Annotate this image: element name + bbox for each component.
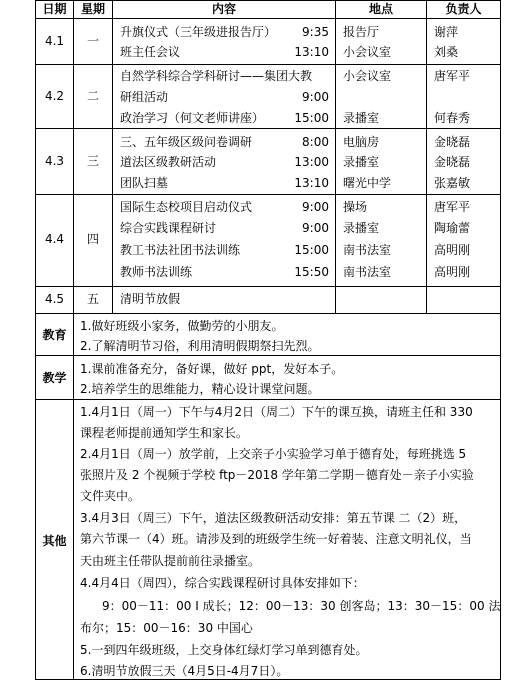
other-line: 2.4月1日（周一）放学前，上交亲子小实验学习单于德育处，每班挑选 5 [80,447,467,461]
event-time: 13:10 [294,45,329,59]
event-person: 高明刚 [434,243,471,257]
teaching-line: 2.培养学生的思维能力，精心设计课堂问题。 [80,382,320,396]
other-line: 天由班主任带队提前前往录播室。 [80,554,261,568]
col-divider-weekday [112,0,113,313]
event-location: 录播室 [343,221,380,235]
other-line: 布尔；15：00－16：30 中国心 [80,621,253,635]
event-location: 南书法室 [343,265,392,279]
other-line: 第六节课一（4）班。请涉及到的班级学生统一好着装、注意文明礼仪，当 [80,532,472,546]
other-line: 3.4月3日（周三）下午，道法区级教研活动安排：第五节课 二（2）班， [80,511,467,525]
other-line: 课程老师提前通知学生和家长。 [80,426,249,440]
event-person: 金晓磊 [434,135,471,149]
row-divider-education [35,355,501,356]
row-divider-4-3 [35,194,501,195]
event-time: 15:00 [294,243,329,257]
col-divider-content [335,0,336,313]
event-text: 团队扫墓 [120,176,169,190]
event-text: 清明节放假 [120,292,181,306]
event-text: 三、五年级区级问卷调研 [120,135,253,149]
header-person: 负责人 [445,2,482,16]
event-text: 研组活动 [120,90,169,104]
event-text: 自然学科综合学科研讨——集团大教 [120,69,313,83]
weekday-cell: 一 [86,34,99,48]
date-cell: 4.5 [44,292,65,306]
weekday-cell: 二 [86,89,99,103]
event-location: 电脑房 [343,135,380,149]
date-cell: 4.3 [44,154,65,168]
weekday-cell: 四 [86,232,99,246]
event-person: 谢萍 [434,25,459,39]
event-person: 何春秀 [434,111,471,125]
event-text: 班主任会议 [120,45,181,59]
header-date: 日期 [42,2,67,16]
event-time: 8:00 [302,135,329,149]
event-person: 金晓磊 [434,155,471,169]
other-line: 1.4月1日（周一）下午与4月2日（周二）下午的课互换，请班主任和 330 [80,405,473,419]
table-border-right [500,0,501,680]
table-border-bottom [35,679,501,680]
row-divider-4-2 [35,128,501,129]
event-time: 15:50 [294,265,329,279]
other-line: 6.清明节放假三天（4月5日-4月7日）。 [80,664,289,678]
other-line: 9：00－11：00 I 成长；12：00－13：30 创客岛；13：30－15：00 法 [102,599,501,613]
education-label: 教育 [42,328,67,342]
header-content: 内容 [211,2,236,16]
education-line: 1.做好班级小家务，做勤劳的小朋友。 [80,319,284,333]
col-divider-location [426,0,427,313]
event-text: 升旗仪式（三年级进报告厅） [120,25,277,39]
weekday-cell: 三 [86,154,99,168]
event-location: 报告厅 [343,25,380,39]
event-text: 政治学习（何文老师讲座） [120,111,265,125]
event-location: 曙光中学 [343,176,392,190]
date-cell: 4.1 [44,34,65,48]
header-weekday: 星期 [80,2,105,16]
row-divider-teaching [35,399,501,400]
event-time: 9:00 [302,221,329,235]
teaching-line: 1.课前准备充分，备好课，做好 ppt，发好本子。 [80,362,344,376]
event-location: 小会议室 [343,45,392,59]
education-line: 2.了解清明节习俗，利用清明假期祭扫先烈。 [80,339,320,353]
other-label: 其他 [42,534,67,548]
event-text: 道法区级教研活动 [120,155,217,169]
event-time: 9:35 [302,25,329,39]
event-text: 教工书法社团书法训练 [120,243,241,257]
other-line: 张照片及 2 个视频于学校 ftp－2018 学年第二学期－德育处－亲子小实验 [80,468,474,482]
row-divider-header [35,18,501,19]
event-location: 小会议室 [343,69,392,83]
row-divider-4-4 [35,286,501,287]
event-person: 陶瑜蕾 [434,221,471,235]
date-cell: 4.2 [44,89,65,103]
other-line: 文件夹中。 [80,489,141,503]
date-cell: 4.4 [44,232,65,246]
event-person: 高明刚 [434,265,471,279]
weekday-cell: 五 [86,292,99,306]
header-location: 地点 [368,2,393,16]
event-text: 国际生态校项目启动仪式 [120,200,253,214]
event-time: 13:10 [294,176,329,190]
teaching-label: 教学 [42,371,67,385]
col-divider-label [73,313,74,680]
event-time: 9:00 [302,90,329,104]
event-text: 综合实践课程研讨 [120,221,217,235]
event-time: 15:00 [294,111,329,125]
event-location: 操场 [343,200,368,214]
event-location: 南书法室 [343,243,392,257]
other-line: 5.一到四年级班级，上交身体红绿灯学习单到德育处。 [80,643,368,657]
event-person: 唐军平 [434,69,471,83]
row-divider-4-5 [35,313,501,314]
event-location: 录播室 [343,155,380,169]
event-location: 录播室 [343,111,380,125]
event-time: 13:00 [294,155,329,169]
event-person: 唐军平 [434,200,471,214]
other-line: 4.4月4日（周四），综合实践课程研讨具体安排如下： [80,576,365,590]
event-person: 刘桑 [434,45,459,59]
event-person: 张嘉敏 [434,176,471,190]
row-divider-4-1 [35,64,501,65]
event-text: 教师书法训练 [120,265,193,279]
event-time: 9:00 [302,200,329,214]
